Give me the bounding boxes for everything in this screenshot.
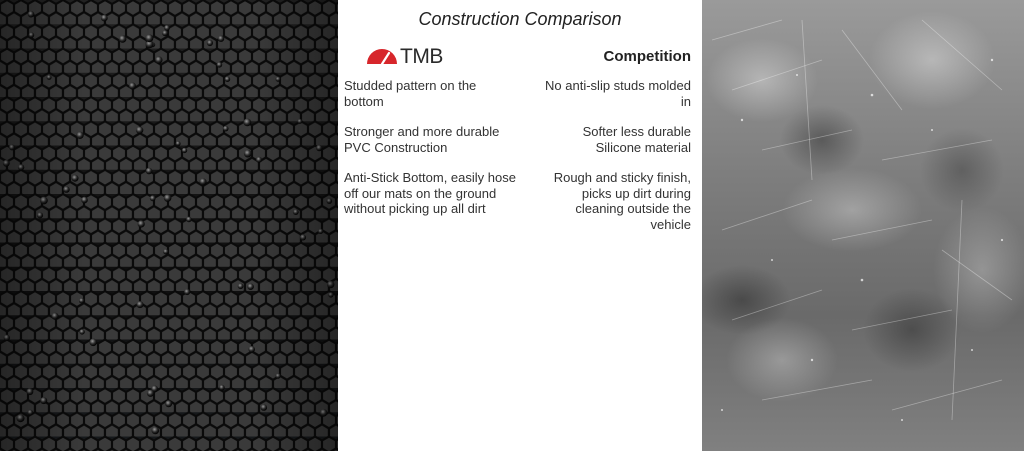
- tmb-brand: [365, 45, 443, 69]
- competition-point: Rough and sticky finish, picks up dirt during cleaning outside the vehicle: [553, 170, 691, 232]
- tmb-logo-icon: [365, 47, 399, 67]
- comparison-panel: [338, 0, 702, 451]
- competition-point: Softer less durable Silicone material: [582, 124, 691, 155]
- silicone-texture: [702, 0, 1024, 451]
- tmb-mat-photo: [0, 0, 338, 451]
- brand-name: TMB: [400, 45, 443, 68]
- competition-points-list: [541, 78, 691, 247]
- competition-heading: Competition: [603, 48, 691, 65]
- page-title: Construction Comparison: [418, 9, 622, 29]
- competition-mat-photo: [702, 0, 1024, 451]
- tmb-points-list: [344, 78, 516, 232]
- tmb-point: Anti-Stick Bottom, easily hose off our mats on the ground without picking up all dirt: [344, 170, 516, 216]
- tmb-point: Stronger and more durable PVC Construction: [344, 124, 500, 155]
- competition-point: No anti-slip studs molded in: [545, 78, 691, 109]
- tmb-point: Studded pattern on the bottom: [344, 78, 477, 109]
